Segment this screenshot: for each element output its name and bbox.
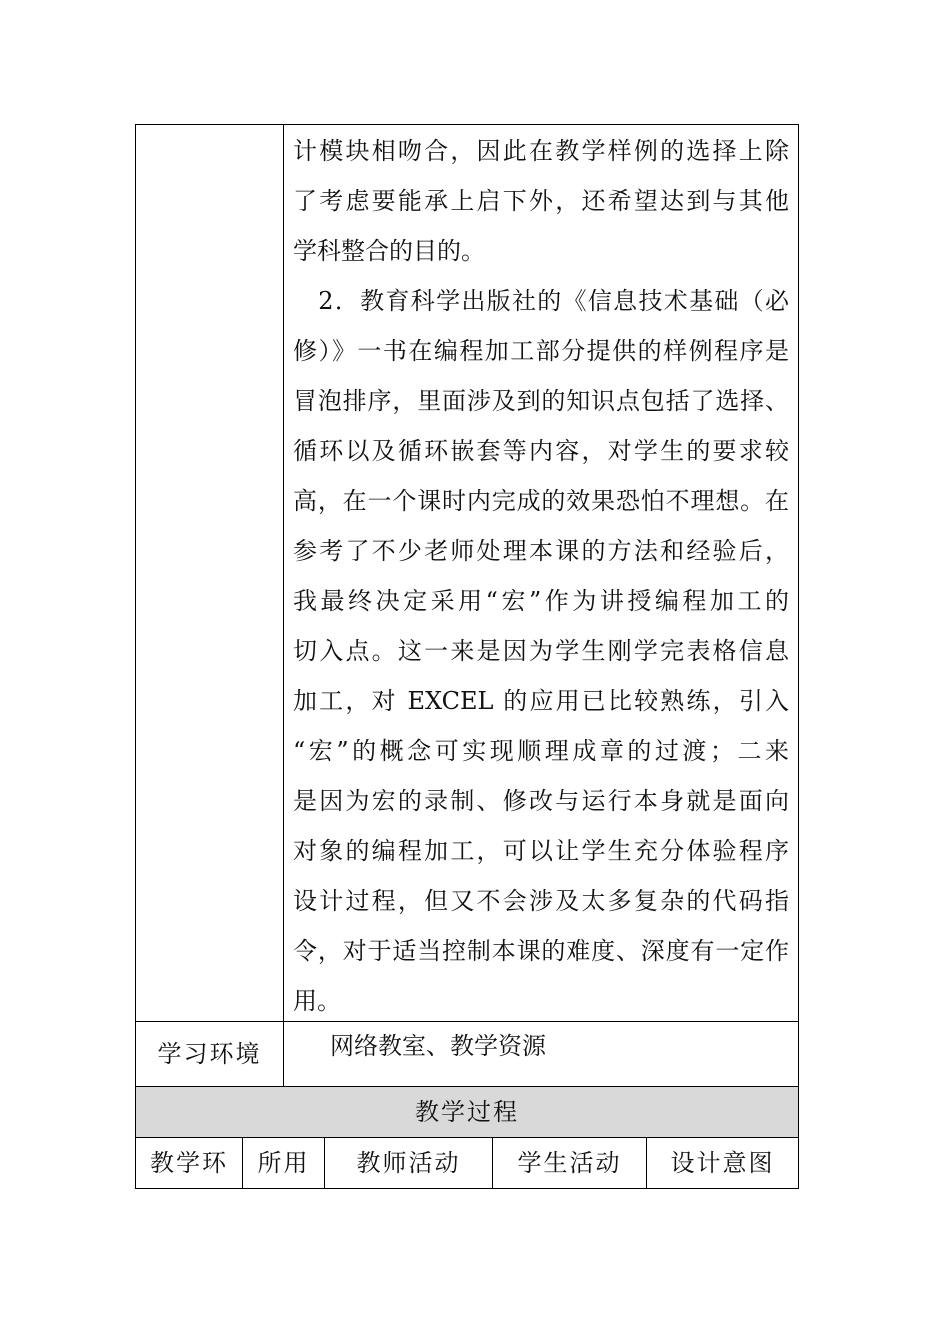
environment-label: 学习环境 bbox=[157, 1040, 262, 1068]
table-border-bottom bbox=[135, 1188, 799, 1189]
paragraph-line: 2．教育科学出版社的《信息技术基础（必 bbox=[293, 287, 789, 315]
paragraph-line: 计模块相吻合，因此在教学样例的选择上除 bbox=[293, 137, 789, 165]
column-header-used: 所用 bbox=[257, 1149, 310, 1177]
row-divider-environment bbox=[135, 1021, 799, 1022]
column-header-stage: 教学环 bbox=[150, 1149, 228, 1177]
table-border-right bbox=[798, 124, 799, 1189]
paragraph-line: 令，对于适当控制本课的难度、深度有一定作 bbox=[293, 937, 789, 965]
paragraph-line: 我最终决定采用“宏”作为讲授编程加工的 bbox=[293, 587, 789, 615]
column-header-student-activity: 学生活动 bbox=[517, 1149, 622, 1177]
row-divider-columns bbox=[135, 1137, 799, 1138]
paragraph-line: 加工，对 EXCEL 的应用已比较熟练，引入 bbox=[293, 687, 789, 715]
environment-value: 网络教室、教学资源 bbox=[330, 1032, 546, 1060]
paragraph-line: 设计过程，但又不会涉及太多复杂的代码指 bbox=[293, 887, 789, 915]
paragraph-line: 参考了不少老师处理本课的方法和经验后， bbox=[293, 537, 789, 565]
paragraph-line: 学科整合的目的。 bbox=[293, 237, 485, 265]
paragraph-line: 循环以及循环嵌套等内容，对学生的要求较 bbox=[293, 437, 789, 465]
column-header-design-intent: 设计意图 bbox=[670, 1149, 775, 1177]
paragraph-line: 高，在一个课时内完成的效果恐怕不理想。在 bbox=[293, 487, 789, 515]
paragraph-line: “宏”的概念可实现顺理成章的过渡；二来 bbox=[293, 737, 789, 765]
paragraph-line: 切入点。这一来是因为学生刚学完表格信息 bbox=[293, 637, 789, 665]
paragraph-line: 了考虑要能承上启下外，还希望达到与其他 bbox=[293, 187, 789, 215]
table-border-left bbox=[135, 124, 136, 1189]
column-header-teacher-activity: 教师活动 bbox=[356, 1149, 461, 1177]
paragraph-line: 对象的编程加工，可以让学生充分体验程序 bbox=[293, 837, 789, 865]
paragraph-line: 是因为宏的录制、修改与运行本身就是面向 bbox=[293, 787, 789, 815]
paragraph-line: 冒泡排序，里面涉及到的知识点包括了选择、 bbox=[293, 387, 789, 415]
table-border-top bbox=[135, 124, 799, 125]
paragraph-line: 修）》一书在编程加工部分提供的样例程序是 bbox=[293, 337, 789, 365]
column-divider-upper bbox=[283, 124, 284, 1087]
paragraph-line: 用。 bbox=[293, 987, 341, 1015]
process-header-title: 教学过程 bbox=[415, 1098, 519, 1126]
